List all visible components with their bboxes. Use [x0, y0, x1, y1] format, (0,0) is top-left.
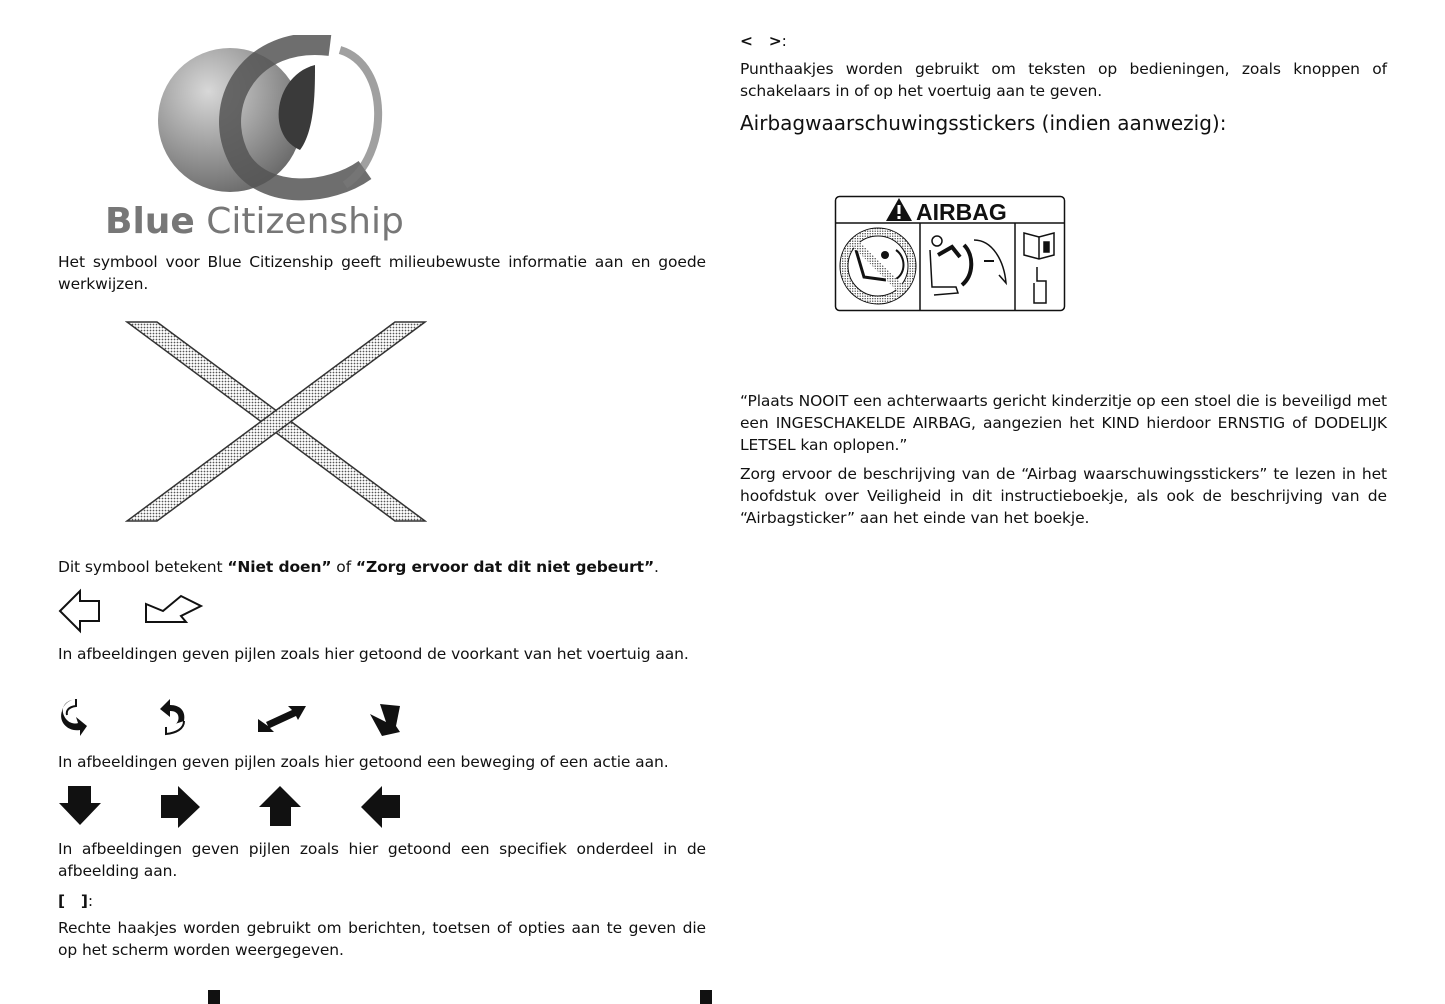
- front-arrow-outline-icon: [58, 588, 103, 634]
- arrow-down-icon: [58, 785, 103, 827]
- bold-text: [ ]: [58, 892, 88, 910]
- do-not-symbol-icon: [125, 320, 427, 524]
- airbag-warning-sticker: [834, 195, 1066, 313]
- text: :: [781, 32, 787, 50]
- bold-text: “Zorg ervoor dat dit niet gebeurt”: [355, 558, 655, 576]
- text: of: [331, 558, 356, 576]
- front-arrows-description: In afbeeldingen geven pijlen zoals hier getoond de voorkant van het voertuig aan.: [58, 645, 689, 663]
- angle-brackets-description: Punthaakjes worden gebruikt om teksten op bedieningen, zoals knoppen of schakelaars in of op het voertuig aan te geven.: [740, 60, 1387, 100]
- arrow-up-icon: [258, 785, 303, 827]
- arrow-left-icon: [360, 785, 402, 829]
- bold-text: < >: [740, 32, 782, 50]
- crop-mark: [208, 990, 220, 1004]
- motion-arrows-description: In afbeeldingen geven pijlen zoals hier getoond een beweging of een actie aan.: [58, 753, 669, 771]
- diagonal-arrow-down-left-icon: [368, 702, 402, 738]
- square-brackets-label: [58, 890, 706, 912]
- blue-citizenship-description: Het symbool voor Blue Citizenship geeft milieubewuste informatie aan en goede werkwijzen.: [58, 253, 706, 293]
- square-brackets-description: Rechte haakjes worden gebruikt om berichten, toetsen of opties aan te geven die op het scherm worden weergegeven.: [58, 919, 706, 959]
- arrow-right-icon: [160, 785, 202, 829]
- curved-arrow-down-icon: [58, 697, 90, 739]
- crop-mark: [700, 990, 712, 1004]
- front-arrow-perspective-icon: [143, 594, 205, 626]
- bold-text: “Niet doen”: [227, 558, 332, 576]
- text: .: [654, 558, 659, 576]
- curved-arrow-up-icon: [158, 697, 190, 739]
- do-not-description: [58, 556, 706, 578]
- part-arrows-description: In afbeeldingen geven pijlen zoals hier getoond een specifiek onderdeel in de afbeelding aan.: [58, 840, 706, 880]
- text: :: [87, 892, 93, 910]
- airbag-stickers-heading: Airbagwaarschuwingsstickers (indien aanwezig):: [740, 111, 1227, 135]
- airbag-read-more: Zorg ervoor de beschrijving van de “Airbag waarschuwingsstickers” te lezen in het hoofdstuk over Veiligheid in dit instructieboekje, als ook de beschrijving van de “Airbagsticker” aan het einde van het boekje.: [740, 465, 1387, 527]
- logo-text-blue: Blue: [105, 201, 195, 242]
- blue-citizenship-logo: [100, 35, 440, 245]
- airbag-warning-quote: “Plaats NOOIT een achterwaarts gericht kinderzitje op een stoel die is beveiligd met een INGESCHAKELDE AIRBAG, aangezien het KIND hierdoor ERNSTIG of DODELIJK LETSEL kan oplopen.”: [740, 392, 1387, 454]
- text: Dit symbool betekent: [58, 558, 228, 576]
- svg-text:Blue Citizenship: [105, 201, 404, 242]
- logo-text-citizenship: Citizenship: [206, 201, 404, 242]
- sticker-title: AIRBAG: [916, 199, 1007, 225]
- double-arrow-diagonal-icon: [256, 704, 308, 734]
- angle-brackets-label: [740, 30, 1387, 52]
